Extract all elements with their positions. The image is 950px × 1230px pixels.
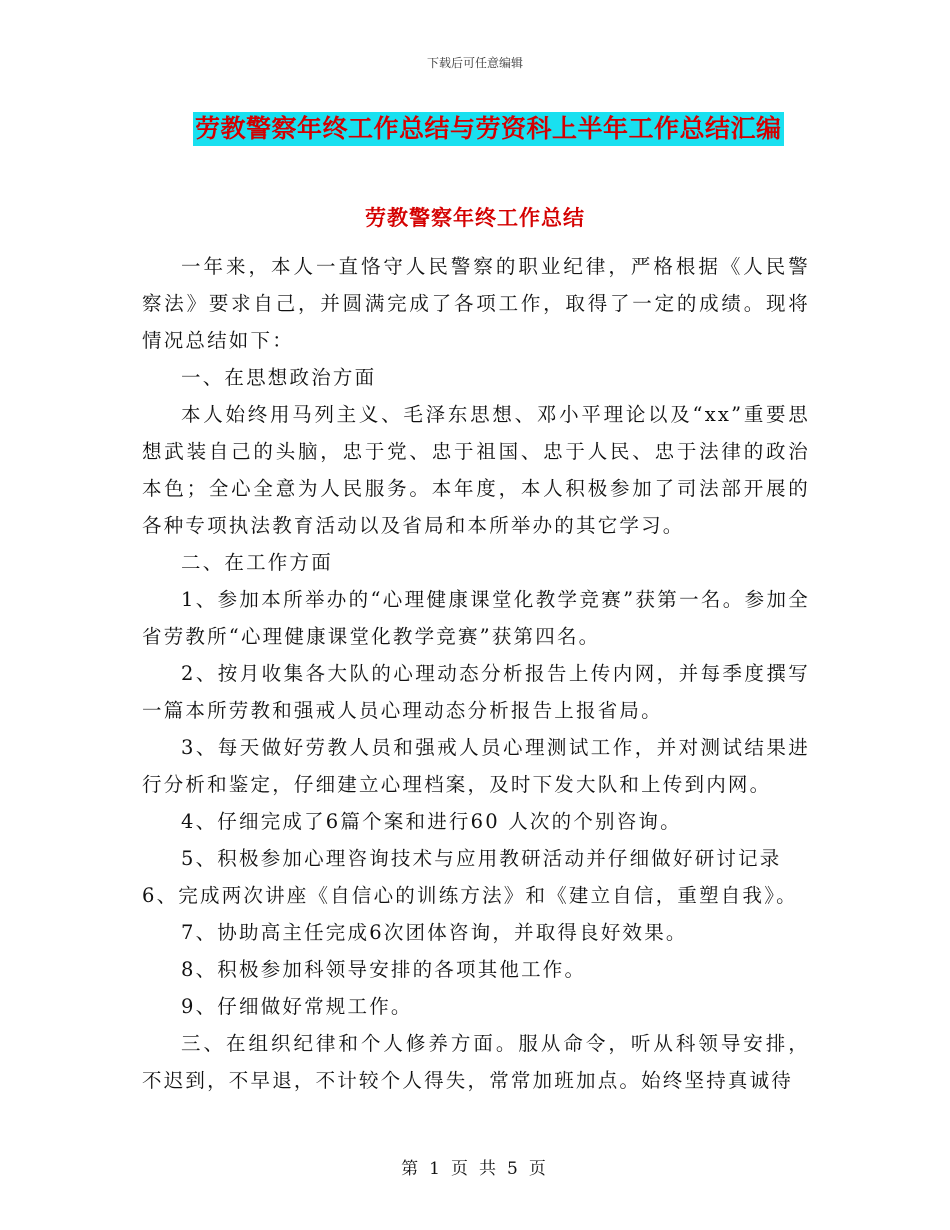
list-item: 5、积极参加心理咨询技术与应用教研活动并仔细做好研讨记录 — [181, 847, 782, 870]
page-label: 第 — [401, 1159, 422, 1179]
section-title: 劳教警察年终工作总结 — [365, 206, 585, 230]
total-pages: 5 — [507, 1159, 521, 1179]
list-item: 2、按月收集各大队的心理动态分析报告上传内网，并每季度撰写一篇本所劳教和强戒人员心理动态分析报告上报省局。 — [142, 662, 810, 722]
list-item: 3、每天做好劳教人员和强戒人员心理测试工作，并对测试结果进行分析和鉴定，仔细建立心理档案，及时下发大队和上传到内网。 — [142, 736, 810, 796]
list-item: 6、完成两次讲座《自信心的训练方法》和《建立自信，重塑自我》。 — [142, 884, 798, 907]
document-body — [142, 248, 810, 1099]
document-main-title: 劳教警察年终工作总结与劳资科上半年工作总结汇编 — [193, 112, 784, 146]
paragraph-intro: 一年来，本人一直恪守人民警察的职业纪律，严格根据《人民警察法》要求自己，并圆满完成了各项工作，取得了一定的成绩。现将情况总结如下： — [142, 255, 810, 352]
total-label: 共 — [479, 1159, 499, 1179]
paragraph-discipline: 三、在组织纪律和个人修养方面。服从命令，听从科领导安排，不迟到，不早退，不计较个人得失，常常加班加点。始终坚持真诚待 — [142, 1032, 810, 1092]
heading-political: 一、在思想政治方面 — [181, 366, 377, 389]
list-item: 1、参加本所举办的“心理健康课堂化教学竞赛”获第一名。参加全省劳教所“心理健康课堂化教学竞赛”获第四名。 — [142, 588, 810, 648]
header-note: 下载后可任意编辑 — [426, 56, 523, 70]
paragraph-political: 本人始终用马列主义、毛泽东思想、邓小平理论以及“xx”重要思想武装自己的头脑，忠于党、忠于祖国、忠于人民、忠于法律的政治本色；全心全意为人民服务。本年度，本人积极参加了司法部开展的各种专项执法教育活动以及省局和本所举办的其它学习。 — [142, 403, 810, 537]
page-number: 1 — [429, 1159, 443, 1179]
page-unit: 页 — [451, 1159, 471, 1179]
list-item: 8、积极参加科领导安排的各项其他工作。 — [181, 958, 587, 981]
heading-work: 二、在工作方面 — [181, 551, 333, 574]
page-footer — [0, 1154, 950, 1179]
list-item: 9、仔细做好常规工作。 — [181, 995, 413, 1018]
list-item: 4、仔细完成了6篇个案和进行60 人次的个别咨询。 — [181, 810, 682, 833]
list-item: 7、协助高主任完成6次团体咨询，并取得良好效果。 — [181, 921, 688, 944]
total-unit: 页 — [528, 1159, 549, 1179]
